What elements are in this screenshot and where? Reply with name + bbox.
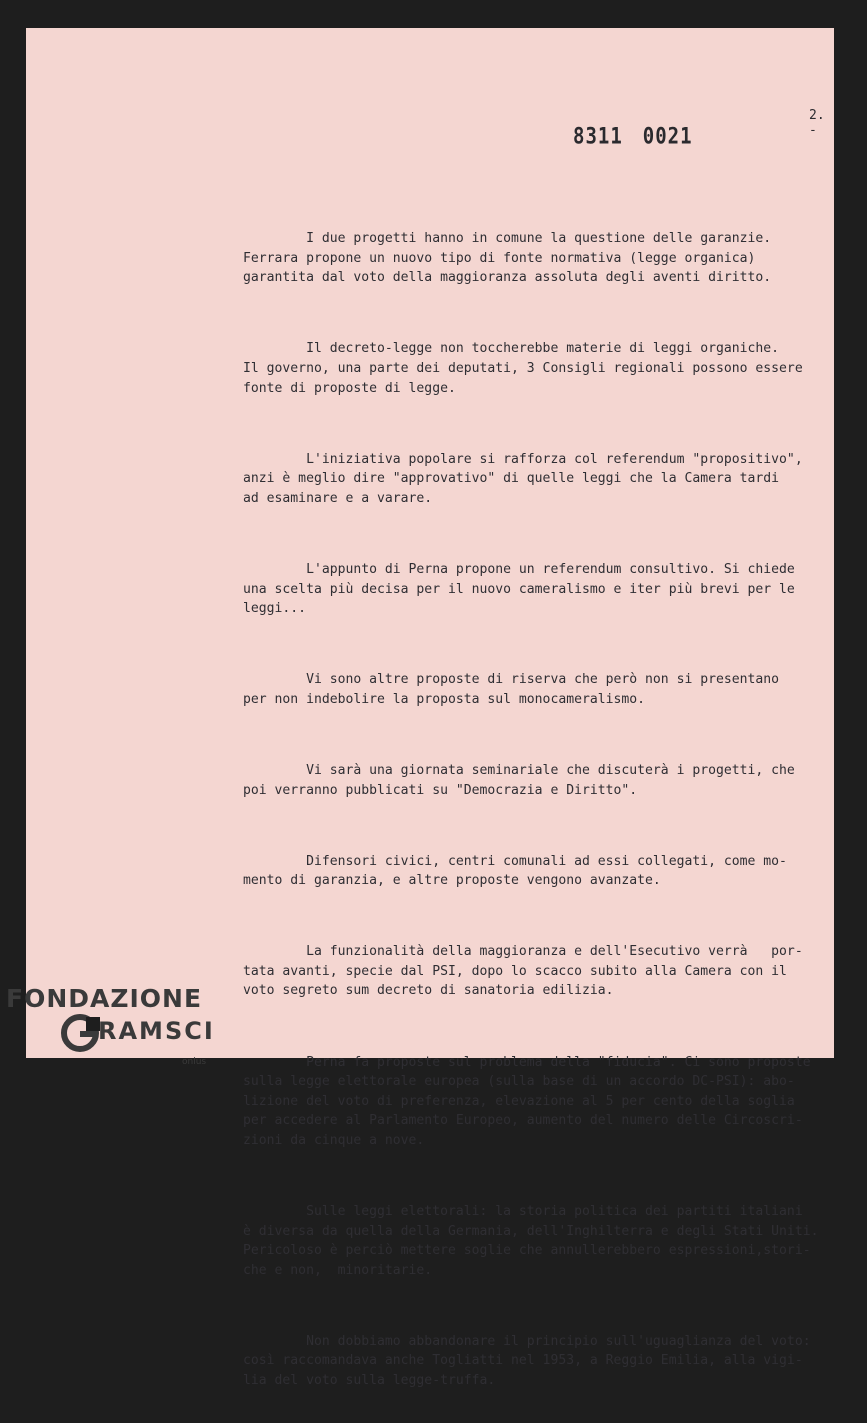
- paragraph: L'appunto di Perna propone un referendum consultivo. Si chiede una scelta più decisa per il nuovo cameralismo e iter più brevi per le leggi...: [243, 561, 795, 617]
- archive-stamp: [573, 124, 693, 149]
- stamp-number-2: 0021: [642, 124, 693, 150]
- paragraph: La funzionalità della maggioranza e dell'Esecutivo verrà por- tata avanti, specie dal PSI, dopo lo scacco subito alla Camera con il voto segreto sum decreto di sanatoria edilizia.: [243, 944, 803, 999]
- paragraph: Vi sarà una giornata seminariale che discuterà i progetti, che poi verranno pubblicati su "Democrazia e Diritto".: [243, 762, 795, 798]
- stamp-number-1: 8311: [573, 124, 623, 150]
- paragraph: Non dobbiamo abbandonare il principio sull'uguaglianza del voto: così raccomandava anche Togliatti nel 1953, a Reggio Emilia, alla vigi- lia del voto sulla legge-truffa.: [243, 1333, 811, 1389]
- watermark-line-3: onlus: [182, 1057, 207, 1067]
- document-body: [243, 190, 819, 1423]
- paragraph: Perna fa proposte sul problema della "fiducia". Ci sono proposte sulla legge elettorale europea (sulla base di un accordo DC-PSI): abo- lizione del voto di preferenza, elevazione al 5 per cento della soglia per accedere al Parlamento Europeo, aumento del numero delle Circoscri- zioni da cinque a nove.: [243, 1054, 811, 1148]
- paragraph: L'iniziativa popolare si rafforza col referendum "propositivo", anzi è meglio dire "approvativo" di quelle leggi che la Camera tardi ad esaminare e a varare.: [243, 451, 803, 506]
- paragraph: Il decreto-legge non toccherebbe materie di leggi organiche. Il governo, una parte dei deputati, 3 Consigli regionali possono essere fonte di proposte di legge.: [243, 341, 803, 396]
- paragraph: Sulle leggi elettorali: la storia politica dei partiti italiani è diversa da quella della Germania, dell'Inghilterra e degli Stati Uniti. Pericoloso è perciò mettere soglie che annullerebbero espressioni,stori- che e non, minoritarie.: [243, 1203, 819, 1278]
- watermark-line-2-wrap: [6, 1013, 215, 1067]
- fondazione-gramsci-watermark: [6, 984, 215, 1067]
- page-number: 2. -: [809, 108, 825, 138]
- paragraph: I due progetti hanno in comune la questione delle garanzie. Ferrara propone un nuovo tipo di fonte normativa (legge organica) garantita dal voto della maggioranza assoluta degli aventi diritto.: [243, 231, 772, 286]
- paragraph: Difensori civici, centri comunali ad essi collegati, come mo- mento di garanzia, e altre proposte vengono avanzate.: [243, 853, 787, 889]
- watermark-line-2: RAMSCI: [98, 1017, 215, 1045]
- watermark-line-1: FONDAZIONE: [6, 984, 203, 1013]
- paragraph: Vi sono altre proposte di riserva che però non si presentano per non indebolire la proposta sul monocameralismo.: [243, 672, 780, 707]
- gramsci-g-logo-icon: [60, 1013, 100, 1053]
